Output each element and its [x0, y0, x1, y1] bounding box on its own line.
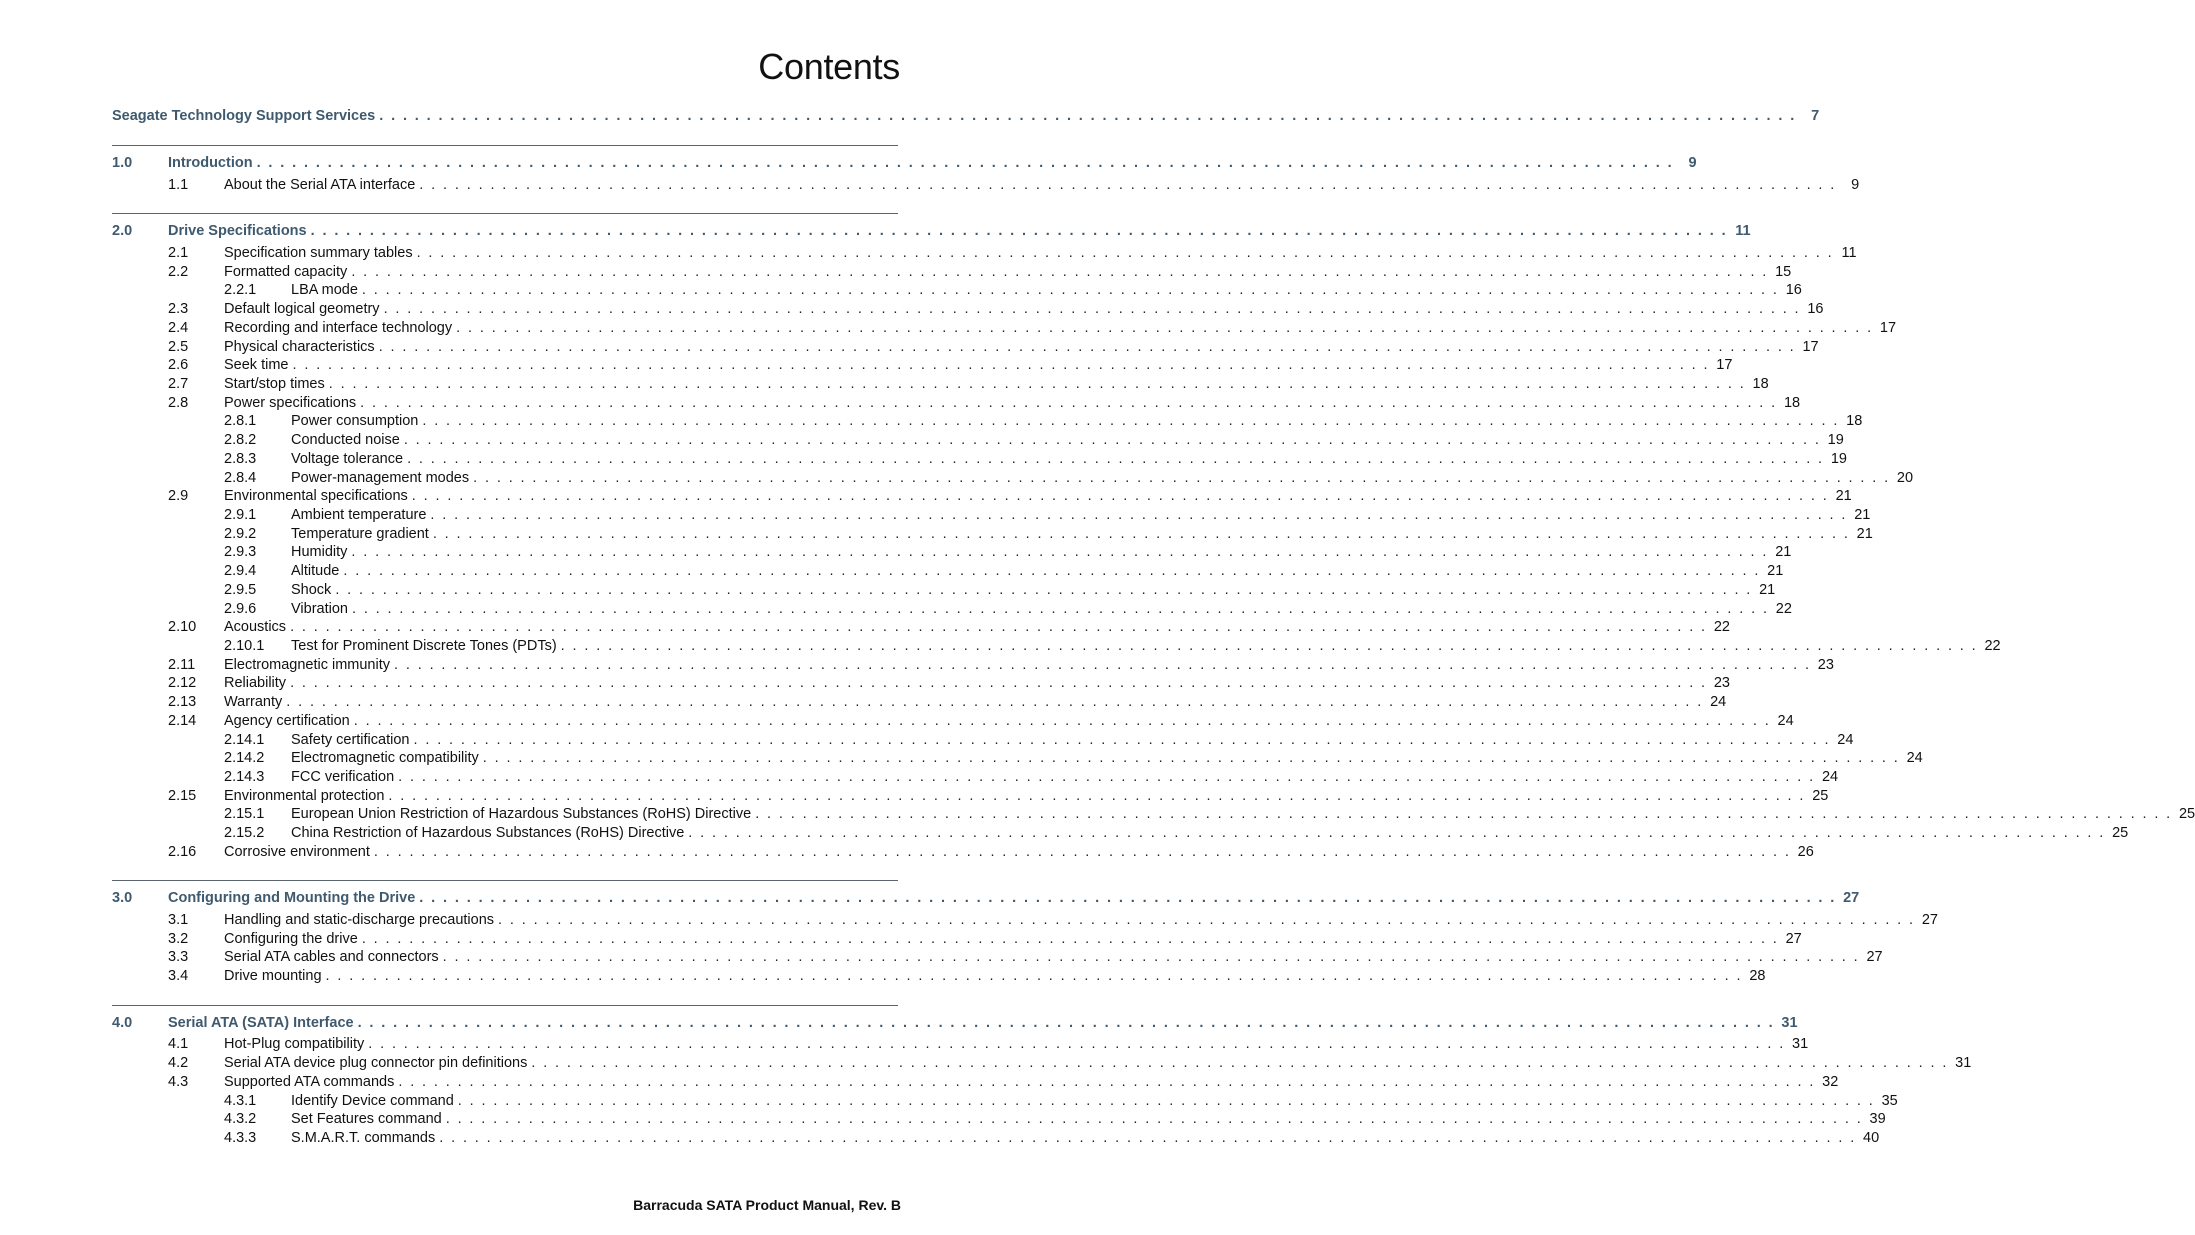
toc-entry-page: 25 — [1812, 788, 1829, 804]
toc-entry-page: 9 — [1688, 155, 1697, 171]
dot-leader: . . . . . . . . . . . . . . . . . . . . . . . . . . . . . . . . . . . . . . . . . . . . . . . . . . . . . . . . . . . . . . . . . . . . . . . . . . . . . . . . . . . . . . . . . . . . . . . . . . . . . . . . . . . . . . . . . . . . . . . . — [394, 657, 1811, 673]
toc-entry-page: 11 — [1735, 223, 1751, 239]
toc-entry[interactable] — [112, 656, 1834, 675]
toc-entry-title: FCC verification — [291, 769, 395, 785]
toc-entry-title: Formatted capacity — [224, 264, 348, 280]
toc-entry-number: 2.8.4 — [224, 470, 257, 486]
toc-section-entry[interactable] — [112, 107, 1820, 126]
toc-entry[interactable] — [112, 1035, 1809, 1054]
dot-leader: . . . . . . . . . . . . . . . . . . . . . . . . . . . . . . . . . . . . . . . . . . . . . . . . . . . . . . . . . . . . . . . . . . . . . . . . . . . . . . . . . . . . . . . . . . . . . . . . . . . . . . . . . . . . . . . . . . . . . . . . — [388, 788, 1806, 804]
dot-leader: . . . . . . . . . . . . . . . . . . . . . . . . . . . . . . . . . . . . . . . . . . . . . . . . . . . . . . . . . . . . . . . . . . . . . . . . . . . . . . . . . . . . . . . . . . . . . . . . . . . . . . . . . . . . . . . . . . . . . . . . — [290, 619, 1707, 635]
toc-entry-number: 2.4 — [168, 320, 189, 336]
dot-leader: . . . . . . . . . . . . . . . . . . . . . . . . . . . . . . . . . . . . . . . . . . . . . . . . . . . . . . . . . . . . . . . . . . . . . . . . . . . . . . . . . . . . . . . . . . . . . . . . . . . . . . . . . . . . . . . . . . . . . . . . — [373, 844, 1791, 860]
dot-leader: . . . . . . . . . . . . . . . . . . . . . . . . . . . . . . . . . . . . . . . . . . . . . . . . . . . . . . . . . . . . . . . . . . . . . . . . . . . . . . . . . . . . . . . . . . . . . . . . . . . . . . . . . . . . . . . . . . . . . . . . — [361, 282, 1779, 298]
toc-entry-title: Supported ATA commands — [224, 1074, 395, 1090]
toc-entry-number: 2.3 — [168, 301, 189, 317]
dot-leader: . . . . . . . . . . . . . . . . . . . . . . . . . . . . . . . . . . . . . . . . . . . . . . . . . . . . . . . . . . . . . . . . . . . . . . . . . . . . . . . . . . . . . . . . . . . . . . . . . . . . . . . . . . . . . . . . . . . . . . . . — [403, 432, 1821, 448]
dot-leader: . . . . . . . . . . . . . . . . . . . . . . . . . . . . . . . . . . . . . . . . . . . . . . . . . . . . . . . . . . . . . . . . . . . . . . . . . . . . . . . . . . . . . . . . . . . . . . . . . . . . . . . . . . . . . . . . . . . . . . . . — [360, 395, 1778, 411]
toc-entry-page: 7 — [1811, 108, 1820, 124]
toc-entry-number: 2.1 — [168, 245, 189, 261]
toc-entry-page: 25 — [2178, 806, 2195, 822]
toc-entry[interactable] — [112, 281, 1802, 300]
toc-entry-number: 2.0 — [112, 223, 133, 239]
toc-entry[interactable] — [112, 263, 1792, 282]
toc-entry-title: Seek time — [224, 357, 289, 373]
dot-leader: . . . . . . . . . . . . . . . . . . . . . . . . . . . . . . . . . . . . . . . . . . . . . . . . . . . . . . . . . . . . . . . . . . . . . . . . . . . . . . . . . . . . . . . . . . . . . . . . . . . . . . . . . . . . . . . . . . . . . . . . — [290, 675, 1707, 691]
toc-entry-page: 31 — [1781, 1015, 1798, 1031]
toc-entry[interactable] — [112, 469, 1914, 488]
toc-entry[interactable] — [112, 244, 1857, 263]
dot-leader: . . . . . . . . . . . . . . . . . . . . . . . . . . . . . . . . . . . . . . . . . . . . . . . . . . . . . . . . . . . . . . . . . . . . . . . . . . . . . . . . . . . . . . . . . . . . . . . . . . . . . . . . . . . . . . . . . . . . . . . . — [335, 582, 1753, 598]
dot-leader: . . . . . . . . . . . . . . . . . . . . . . . . . . . . . . . . . . . . . . . . . . . . . . . . . . . . . . . . . . . . . . . . . . . . . . . . . . . . . . . . . . . . . . . . . . . . . . . . . . . . . . . . . . . . . . . . . . . . . . . . — [456, 320, 1874, 336]
toc-entry-page: 24 — [1821, 769, 1839, 785]
toc-entry[interactable] — [112, 450, 1847, 469]
dot-leader: . . . . . . . . . . . . . . . . . . . . . . . . . . . . . . . . . . . . . . . . . . . . . . . . . . . . . . . . . . . . . . . . . . . . . . . . . . . . . . . . . . . . . . . . . . . . . . . . . . . . . . . . . . . . . . . . . . . . . . . . — [430, 507, 1848, 523]
dot-leader: . . . . . . . . . . . . . . . . . . . . . . . . . . . . . . . . . . . . . . . . . . . . . . . . . . . . . . . . . . . . . . . . . . . . . . . . . . . . . . . . . . . . . . . . . . . . . . . . . . . . . . . . . . . . . . . . . . . . . . . . — [473, 470, 1891, 486]
toc-entry-number: 3.2 — [168, 931, 189, 947]
toc-entry-page: 21 — [1759, 582, 1776, 598]
toc-entry-page: 21 — [1854, 507, 1871, 523]
toc-entry-number: 4.2 — [168, 1055, 189, 1071]
dot-leader: . . . . . . . . . . . . . . . . . . . . . . . . . . . . . . . . . . . . . . . . . . . . . . . . . . . . . . . . . . . . . . . . . . . . . . . . . . . . . . . . . . . . . . . . . . . . . . . . . . . . . . . . . . . . . . . . . . . . . . . . — [560, 638, 1978, 654]
toc-entry-page: 21 — [1856, 526, 1873, 542]
toc-entry-page: 17 — [1802, 339, 1819, 355]
toc-entry-title: Drive mounting — [224, 968, 322, 984]
toc-entry-page: 28 — [1749, 968, 1766, 984]
toc-entry[interactable] — [112, 911, 1938, 930]
toc-entry[interactable] — [112, 787, 1829, 806]
toc-entry-page: 27 — [1866, 949, 1883, 965]
toc-entry-title: Power specifications — [224, 395, 357, 411]
toc-entry[interactable] — [112, 487, 1852, 506]
toc-entry-number: 2.14 — [168, 713, 197, 729]
toc-entry-title: Ambient temperature — [291, 507, 427, 523]
toc-entry-page: 15 — [1775, 264, 1792, 280]
toc-entry-number: 2.14.3 — [224, 769, 265, 785]
dot-leader: . . . . . . . . . . . . . . . . . . . . . . . . . . . . . . . . . . . . . . . . . . . . . . . . . . . . . . . . . . . . . . . . . . . . . . . . . . . . . . . . . . . . . . . . . . . . . . . . . . . . . . . . . . . . . . . . . . . . . . . . — [357, 1015, 1775, 1031]
toc-entry-title: Serial ATA cables and connectors — [224, 949, 439, 965]
toc-entry-page: 31 — [1792, 1036, 1809, 1052]
toc-entry-number: 3.3 — [168, 949, 189, 965]
toc-entry-number: 2.9 — [168, 488, 189, 504]
dot-leader: . . . . . . . . . . . . . . . . . . . . . . . . . . . . . . . . . . . . . . . . . . . . . . . . . . . . . . . . . . . . . . . . . . . . . . . . . . . . . . . . . . . . . . . . . . . . . . . . . . . . . . . . . . . . . . . . . . . . . . . . — [442, 949, 1860, 965]
toc-entry[interactable] — [112, 749, 1923, 768]
toc-entry-title: Environmental protection — [224, 788, 385, 804]
dot-leader: . . . . . . . . . . . . . . . . . . . . . . . . . . . . . . . . . . . . . . . . . . . . . . . . . . . . . . . . . . . . . . . . . . . . . . . . . . . . . . . . . . . . . . . . . . . . . . . . . . . . . . . . . . . . . . . . . . . . . . . . — [531, 1055, 1949, 1071]
toc-entry-page: 27 — [1843, 890, 1860, 906]
dot-leader: . . . . . . . . . . . . . . . . . . . . . . . . . . . . . . . . . . . . . . . . . . . . . . . . . . . . . . . . . . . . . . . . . . . . . . . . . . . . . . . . . . . . . . . . . . . . . . . . . . . . . . . . . . . . . . . . . . . . . . . . — [407, 451, 1824, 467]
toc-section-entry[interactable] — [112, 889, 1860, 908]
dot-leader: . . . . . . . . . . . . . . . . . . . . . . . . . . . . . . . . . . . . . . . . . . . . . . . . . . . . . . . . . . . . . . . . . . . . . . . . . . . . . . . . . . . . . . . . . . . . . . . . . . . . . . . . . . . . . . . . . . . . . . . . — [411, 488, 1829, 504]
section-divider — [112, 880, 898, 881]
toc-entry-title: Safety certification — [291, 732, 410, 748]
toc-entry-title: Recording and interface technology — [224, 320, 453, 336]
dot-leader: . . . . . . . . . . . . . . . . . . . . . . . . . . . . . . . . . . . . . . . . . . . . . . . . . . . . . . . . . . . . . . . . . . . . . . . . . . . . . . . . . . . . . . . . . . . . . . . . . . . . . . . . . . . . . . . . . . . . . . . . — [343, 563, 1761, 579]
toc-entry-page: 21 — [1775, 544, 1792, 560]
toc-entry[interactable] — [112, 1092, 1898, 1111]
toc-entry[interactable] — [112, 1073, 1839, 1092]
dot-leader: . . . . . . . . . . . . . . . . . . . . . . . . . . . . . . . . . . . . . . . . . . . . . . . . . . . . . . . . . . . . . . . . . . . . . . . . . . . . . . . . . . . . . . . . . . . . . . . . . . . . . . . . . . . . . . . . . . . . . . . . — [439, 1130, 1857, 1146]
toc-entry-title: LBA mode — [291, 282, 358, 298]
toc-entry-title: Hot-Plug compatibility — [224, 1036, 365, 1052]
toc-entry[interactable] — [112, 300, 1824, 319]
toc-entry-number: 2.12 — [168, 675, 197, 691]
toc-entry-page: 22 — [1775, 601, 1792, 617]
toc-entry-title: Warranty — [224, 694, 283, 710]
toc-entry-title: Environmental specifications — [224, 488, 408, 504]
toc-entry-number: 2.14.1 — [224, 732, 265, 748]
toc-entry-title: Altitude — [291, 563, 340, 579]
toc-entry[interactable] — [112, 431, 1844, 450]
toc-entry-number: 2.7 — [168, 376, 189, 392]
dot-leader: . . . . . . . . . . . . . . . . . . . . . . . . . . . . . . . . . . . . . . . . . . . . . . . . . . . . . . . . . . . . . . . . . . . . . . . . . . . . . . . . . . . . . . . . . . . . . . . . . . . . . . . . . . . . . . . . . . . . . . . . — [351, 264, 1769, 280]
toc-entry-number: 4.3.3 — [224, 1130, 257, 1146]
toc-entry[interactable] — [112, 731, 1854, 750]
toc-entry-number: 2.9.3 — [224, 544, 257, 560]
toc-entry-title: Set Features command — [291, 1111, 442, 1127]
toc-entry-page: 20 — [1896, 470, 1914, 486]
toc-entry-number: 2.5 — [168, 339, 189, 355]
dot-leader: . . . . . . . . . . . . . . . . . . . . . . . . . . . . . . . . . . . . . . . . . . . . . . . . . . . . . . . . . . . . . . . . . . . . . . . . . . . . . . . . . . . . . . . . . . . . . . . . . . . . . . . . . . . . . . . . . . . . . . . . — [286, 694, 1704, 710]
toc-entry[interactable] — [112, 1110, 1886, 1129]
toc-entry-title: Configuring and Mounting the Drive — [168, 890, 416, 906]
toc-entry-title: Physical characteristics — [224, 339, 375, 355]
toc-entry[interactable] — [112, 805, 2195, 824]
toc-section-entry[interactable] — [112, 154, 1697, 173]
toc-entry-number: 2.10.1 — [224, 638, 265, 654]
toc-entry[interactable] — [112, 375, 1769, 394]
toc-entry[interactable] — [112, 394, 1801, 413]
toc-entry-title: Configuring the drive — [224, 931, 358, 947]
toc-entry-page: 17 — [1879, 320, 1897, 336]
toc-entry-number: 2.9.4 — [224, 563, 257, 579]
toc-entry-page: 35 — [1881, 1093, 1898, 1109]
toc-entry-page: 26 — [1797, 844, 1814, 860]
toc-entry[interactable] — [112, 338, 1819, 357]
dot-leader: . . . . . . . . . . . . . . . . . . . . . . . . . . . . . . . . . . . . . . . . . . . . . . . . . . . . . . . . . . . . . . . . . . . . . . . . . . . . . . . . . . . . . . . . . . . . . . . . . . . . . . . . . . . . . . . . . . . . . . . . — [398, 769, 1816, 785]
toc-entry-title: Voltage tolerance — [291, 451, 404, 467]
dot-leader: . . . . . . . . . . . . . . . . . . . . . . . . . . . . . . . . . . . . . . . . . . . . . . . . . . . . . . . . . . . . . . . . . . . . . . . . . . . . . . . . . . . . . . . . . . . . . . . . . . . . . . . . . . . . . . . . . . . . . . . . — [498, 912, 1915, 928]
dot-leader: . . . . . . . . . . . . . . . . . . . . . . . . . . . . . . . . . . . . . . . . . . . . . . . . . . . . . . . . . . . . . . . . . . . . . . . . . . . . . . . . . . . . . . . . . . . . . . . . . . . . . . . . . . . . . . . . . . . . . . . . — [378, 339, 1796, 355]
toc-entry-title: Serial ATA (SATA) Interface — [168, 1015, 354, 1031]
toc-entry[interactable] — [112, 824, 2129, 843]
dot-leader: . . . . . . . . . . . . . . . . . . . . . . . . . . . . . . . . . . . . . . . . . . . . . . . . . . . . . . . . . . . . . . . . . . . . . . . . . . . . . . . . . . . . . . . . . . . . . . . . . . . . . . . . . . . . . . . . . . . . . . . . — [445, 1111, 1863, 1127]
dot-leader: . . . . . . . . . . . . . . . . . . . . . . . . . . . . . . . . . . . . . . . . . . . . . . . . . . . . . . . . . . . . . . . . . . . . . . . . . . . . . . . . . . . . . . . . . . . . . . . . . . . . . . . . . . . . . . . . . . . . . . . . — [328, 376, 1746, 392]
toc-entry[interactable] — [112, 319, 1897, 338]
toc-entry-number: 4.3 — [168, 1074, 189, 1090]
toc-entry-page: 23 — [1713, 675, 1730, 691]
toc-section-entry[interactable] — [112, 222, 1751, 241]
toc-entry[interactable] — [112, 176, 1860, 195]
page-title: Contents — [758, 46, 900, 87]
toc-entry-page: 19 — [1830, 451, 1847, 467]
dot-leader: . . . . . . . . . . . . . . . . . . . . . . . . . . . . . . . . . . . . . . . . . . . . . . . . . . . . . . . . . . . . . . . . . . . . . . . . . . . . . . . . . . . . . . . . . . . . . . . . . . . . . . . . . . . . . . . . . . . . . . . . — [351, 544, 1769, 560]
toc-entry-number: 2.10 — [168, 619, 197, 635]
dot-leader: . . . . . . . . . . . . . . . . . . . . . . . . . . . . . . . . . . . . . . . . . . . . . . . . . . . . . . . . . . . . . . . . . . . . . . . . . . . . . . . . . . . . . . . . . . . . . . . . . . . . . . . . . . . . . . . . . . . . . . . . — [416, 245, 1834, 261]
toc-entry-number: 3.1 — [168, 912, 189, 928]
toc-entry-page: 27 — [1785, 931, 1802, 947]
toc-entry-page: 16 — [1807, 301, 1824, 317]
toc-entry-title: Start/stop times — [224, 376, 325, 392]
dot-leader: . . . . . . . . . . . . . . . . . . . . . . . . . . . . . . . . . . . . . . . . . . . . . . . . . . . . . . . . . . . . . . . . . . . . . . . . . . . . . . . . . . . . . . . . . . . . . . . . . . . . . . . . . . . . . . . . . . . . . . . . — [351, 601, 1769, 617]
dot-leader: . . . . . . . . . . . . . . . . . . . . . . . . . . . . . . . . . . . . . . . . . . . . . . . . . . . . . . . . . . . . . . . . . . . . . . . . . . . . . . . . . . . . . . . . . . . . . . . . . . . . . . . . . . . . . . . . . . . . . . . . — [368, 1036, 1786, 1052]
toc-entry-page: 40 — [1863, 1130, 1880, 1146]
toc-entry-number: 4.0 — [112, 1015, 133, 1031]
toc-section-entry[interactable] — [112, 1014, 1798, 1033]
toc-entry-number: 2.15.2 — [224, 825, 265, 841]
toc-entry[interactable] — [112, 1129, 1880, 1148]
toc-entry-page: 16 — [1785, 282, 1802, 298]
toc-entry-page: 18 — [1752, 376, 1769, 392]
toc-entry-page: 24 — [1837, 732, 1854, 748]
toc-entry[interactable] — [112, 581, 1776, 600]
toc-entry[interactable] — [112, 930, 1802, 949]
dot-leader: . . . . . . . . . . . . . . . . . . . . . . . . . . . . . . . . . . . . . . . . . . . . . . . . . . . . . . . . . . . . . . . . . . . . . . . . . . . . . . . . . . . . . . . . . . . . . . . . . . . . . . . . . . . . . . . . . . . . . . . . — [353, 713, 1771, 729]
toc-entry-title: Humidity — [291, 544, 348, 560]
dot-leader: . . . . . . . . . . . . . . . . . . . . . . . . . . . . . . . . . . . . . . . . . . . . . . . . . . . . . . . . . . . . . . . . . . . . . . . . . . . . . . . . . . . . . . . . . . . . . . . . . . . . . . . . . . . . . . . . . . . . . . . . — [310, 223, 1728, 239]
toc-entry[interactable] — [112, 768, 1839, 787]
toc-entry-number: 2.15.1 — [224, 806, 265, 822]
toc-entry-page: 32 — [1822, 1074, 1839, 1090]
dot-leader: . . . . . . . . . . . . . . . . . . . . . . . . . . . . . . . . . . . . . . . . . . . . . . . . . . . . . . . . . . . . . . . . . . . . . . . . . . . . . . . . . . . . . . . . . . . . . . . . . . . . . . . . . . . . . . . . . . . . . . . . — [688, 825, 2106, 841]
toc-entry-title: Electromagnetic immunity — [224, 657, 390, 673]
dot-leader: . . . . . . . . . . . . . . . . . . . . . . . . . . . . . . . . . . . . . . . . . . . . . . . . . . . . . . . . . . . . . . . . . . . . . . . . . . . . . . . . . . . . . . . . . . . . . . . . . . . . . . . . . . . . . . . . . . . . . . . . — [419, 890, 1837, 906]
toc-entry-title: Seagate Technology Support Services — [112, 108, 376, 124]
toc-entry-title: Specification summary tables — [224, 245, 413, 261]
toc-entry-title: About the Serial ATA interface — [224, 177, 416, 193]
toc-entry[interactable] — [112, 674, 1730, 693]
toc-entry[interactable] — [112, 637, 2001, 656]
dot-leader: . . . . . . . . . . . . . . . . . . . . . . . . . . . . . . . . . . . . . . . . . . . . . . . . . . . . . . . . . . . . . . . . . . . . . . . . . . . . . . . . . . . . . . . . . . . . . . . . . . . . . . . . . . . . . . . . . . . . . . . . — [383, 301, 1801, 317]
toc-entry-page: 11 — [1841, 245, 1857, 261]
dot-leader: . . . . . . . . . . . . . . . . . . . . . . . . . . . . . . . . . . . . . . . . . . . . . . . . . . . . . . . . . . . . . . . . . . . . . . . . . . . . . . . . . . . . . . . . . . . . . . . . . . . . . . . . . . . . . . . . . . . . . . . . — [379, 108, 1797, 124]
toc-entry-number: 2.11 — [168, 657, 196, 673]
toc-entry-page: 24 — [1906, 750, 1923, 766]
toc-entry-page: 19 — [1827, 432, 1844, 448]
toc-entry[interactable] — [112, 600, 1792, 619]
toc-entry-page: 27 — [1921, 912, 1938, 928]
toc-entry-page: 22 — [1713, 619, 1730, 635]
toc-entry[interactable] — [112, 618, 1730, 637]
dot-leader: . . . . . . . . . . . . . . . . . . . . . . . . . . . . . . . . . . . . . . . . . . . . . . . . . . . . . . . . . . . . . . . . . . . . . . . . . . . . . . . . . . . . . . . . . . . . . . . . . . . . . . . . . . . . . . . . . . . . . . . . — [482, 750, 1900, 766]
toc-entry-page: 39 — [1869, 1111, 1886, 1127]
toc-entry-page: 31 — [1955, 1055, 1972, 1071]
dot-leader: . . . . . . . . . . . . . . . . . . . . . . . . . . . . . . . . . . . . . . . . . . . . . . . . . . . . . . . . . . . . . . . . . . . . . . . . . . . . . . . . . . . . . . . . . . . . . . . . . . . . . . . . . . . . . . . . . . . . . . . . — [755, 806, 2173, 822]
toc-entry-number: 2.2 — [168, 264, 189, 280]
toc-entry-title: Agency certification — [224, 713, 350, 729]
toc-entry[interactable] — [112, 562, 1784, 581]
toc-entry-page: 18 — [1783, 395, 1801, 411]
toc-entry-page: 18 — [1846, 413, 1863, 429]
toc-entry-title: European Union Restriction of Hazardous Substances (RoHS) Directive — [291, 806, 752, 822]
footer: Barracuda SATA Product Manual, Rev. B — [633, 1197, 901, 1213]
dot-leader: . . . . . . . . . . . . . . . . . . . . . . . . . . . . . . . . . . . . . . . . . . . . . . . . . . . . . . . . . . . . . . . . . . . . . . . . . . . . . . . . . . . . . . . . . . . . . . . . . . . . . . . . . . . . . . . . . . . . . . . . — [256, 155, 1674, 171]
toc-entry-title: Drive Specifications — [168, 223, 307, 239]
toc-entry-title: Vibration — [291, 601, 348, 617]
toc-entry-number: 2.9.6 — [224, 601, 257, 617]
section-divider — [112, 145, 898, 146]
toc-entry-title: China Restriction of Hazardous Substances (RoHS) Directive — [291, 825, 685, 841]
toc-entry[interactable] — [112, 356, 1733, 375]
dot-leader: . . . . . . . . . . . . . . . . . . . . . . . . . . . . . . . . . . . . . . . . . . . . . . . . . . . . . . . . . . . . . . . . . . . . . . . . . . . . . . . . . . . . . . . . . . . . . . . . . . . . . . . . . . . . . . . . . . . . . . . . — [432, 526, 1850, 542]
toc-entry-page: 24 — [1777, 713, 1794, 729]
toc-entry-number: 2.9.2 — [224, 526, 257, 542]
toc-entry-number: 4.3.2 — [224, 1111, 257, 1127]
toc-entry-page: 25 — [2112, 825, 2129, 841]
dot-leader: . . . . . . . . . . . . . . . . . . . . . . . . . . . . . . . . . . . . . . . . . . . . . . . . . . . . . . . . . . . . . . . . . . . . . . . . . . . . . . . . . . . . . . . . . . . . . . . . . . . . . . . . . . . . . . . . . . . . . . . . — [457, 1093, 1875, 1109]
toc-entry-title: S.M.A.R.T. commands — [291, 1130, 436, 1146]
toc-entry-title: Introduction — [168, 155, 253, 171]
toc-entry-number: 2.9.1 — [224, 507, 257, 523]
toc-entry-title: Temperature gradient — [291, 526, 429, 542]
toc-entry-page: 17 — [1716, 357, 1733, 373]
toc-entry-number: 2.9.5 — [224, 582, 257, 598]
dot-leader: . . . . . . . . . . . . . . . . . . . . . . . . . . . . . . . . . . . . . . . . . . . . . . . . . . . . . . . . . . . . . . . . . . . . . . . . . . . . . . . . . . . . . . . . . . . . . . . . . . . . . . . . . . . . . . . . . . . . . . . . — [419, 177, 1837, 193]
toc-entry-number: 2.6 — [168, 357, 189, 373]
toc-entry-title: Electromagnetic compatibility — [291, 750, 479, 766]
toc-entry-number: 2.13 — [168, 694, 197, 710]
toc-entry-title: Power consumption — [291, 413, 419, 429]
toc-entry-title: Shock — [291, 582, 332, 598]
dot-leader: . . . . . . . . . . . . . . . . . . . . . . . . . . . . . . . . . . . . . . . . . . . . . . . . . . . . . . . . . . . . . . . . . . . . . . . . . . . . . . . . . . . . . . . . . . . . . . . . . . . . . . . . . . . . . . . . . . . . . . . . — [422, 413, 1840, 429]
toc-entry-number: 2.8 — [168, 395, 189, 411]
toc-entry-title: Default logical geometry — [224, 301, 380, 317]
toc-entry-number: 2.14.2 — [224, 750, 265, 766]
toc-entry[interactable] — [112, 843, 1814, 862]
dot-leader: . . . . . . . . . . . . . . . . . . . . . . . . . . . . . . . . . . . . . . . . . . . . . . . . . . . . . . . . . . . . . . . . . . . . . . . . . . . . . . . . . . . . . . . . . . . . . . . . . . . . . . . . . . . . . . . . . . . . . . . . — [361, 931, 1779, 947]
toc-entry-page: 21 — [1767, 563, 1784, 579]
toc-entry-page: 23 — [1817, 657, 1834, 673]
toc-entry[interactable] — [112, 967, 1766, 986]
toc-entry[interactable] — [112, 1054, 1972, 1073]
toc-entry[interactable] — [112, 525, 1873, 544]
toc-entry[interactable] — [112, 693, 1727, 712]
section-divider — [112, 1005, 898, 1006]
toc-entry-title: Serial ATA device plug connector pin definitions — [224, 1055, 528, 1071]
section-divider — [112, 213, 898, 214]
toc-entry-number: 1.0 — [112, 155, 133, 171]
toc-entry-title: Corrosive environment — [224, 844, 370, 860]
toc-entry-number: 2.8.2 — [224, 432, 257, 448]
toc-entry-page: 24 — [1710, 694, 1727, 710]
toc-entry-title: Conducted noise — [291, 432, 400, 448]
toc-entry-title: Power-management modes — [291, 470, 470, 486]
dot-leader: . . . . . . . . . . . . . . . . . . . . . . . . . . . . . . . . . . . . . . . . . . . . . . . . . . . . . . . . . . . . . . . . . . . . . . . . . . . . . . . . . . . . . . . . . . . . . . . . . . . . . . . . . . . . . . . . . . . . . . . . — [413, 732, 1831, 748]
toc-entry-title: Acoustics — [224, 619, 287, 635]
toc-entry[interactable] — [112, 543, 1792, 562]
toc-entry-page: 9 — [1851, 177, 1860, 193]
toc-entry-number: 2.16 — [168, 844, 197, 860]
dot-leader: . . . . . . . . . . . . . . . . . . . . . . . . . . . . . . . . . . . . . . . . . . . . . . . . . . . . . . . . . . . . . . . . . . . . . . . . . . . . . . . . . . . . . . . . . . . . . . . . . . . . . . . . . . . . . . . . . . . . . . . . — [398, 1074, 1816, 1090]
toc-entry-number: 3.0 — [112, 890, 133, 906]
toc-entry-page: 21 — [1835, 488, 1852, 504]
toc-entry-title: Reliability — [224, 675, 287, 691]
toc-entry-number: 4.1 — [168, 1036, 189, 1052]
toc-entry-number: 3.4 — [168, 968, 189, 984]
toc-entry-number: 2.8.3 — [224, 451, 257, 467]
toc-entry[interactable] — [112, 712, 1794, 731]
toc-entry[interactable] — [112, 412, 1863, 431]
toc-entry[interactable] — [112, 948, 1883, 967]
dot-leader: . . . . . . . . . . . . . . . . . . . . . . . . . . . . . . . . . . . . . . . . . . . . . . . . . . . . . . . . . . . . . . . . . . . . . . . . . . . . . . . . . . . . . . . . . . . . . . . . . . . . . . . . . . . . . . . . . . . . . . . . — [325, 968, 1743, 984]
toc-entry-title: Test for Prominent Discrete Tones (PDTs) — [291, 638, 557, 654]
toc-entry-number: 1.1 — [168, 177, 189, 193]
toc-entry-number: 4.3.1 — [224, 1093, 257, 1109]
toc-entry-number: 2.2.1 — [224, 282, 257, 298]
toc-entry[interactable] — [112, 506, 1871, 525]
toc-entry-number: 2.15 — [168, 788, 197, 804]
toc-entry-number: 2.8.1 — [224, 413, 257, 429]
toc-entry-title: Handling and static-discharge precautions — [224, 912, 495, 928]
toc-entry-page: 22 — [1984, 638, 2001, 654]
toc-entry-title: Identify Device command — [291, 1093, 454, 1109]
dot-leader: . . . . . . . . . . . . . . . . . . . . . . . . . . . . . . . . . . . . . . . . . . . . . . . . . . . . . . . . . . . . . . . . . . . . . . . . . . . . . . . . . . . . . . . . . . . . . . . . . . . . . . . . . . . . . . . . . . . . . . . . — [292, 357, 1710, 373]
